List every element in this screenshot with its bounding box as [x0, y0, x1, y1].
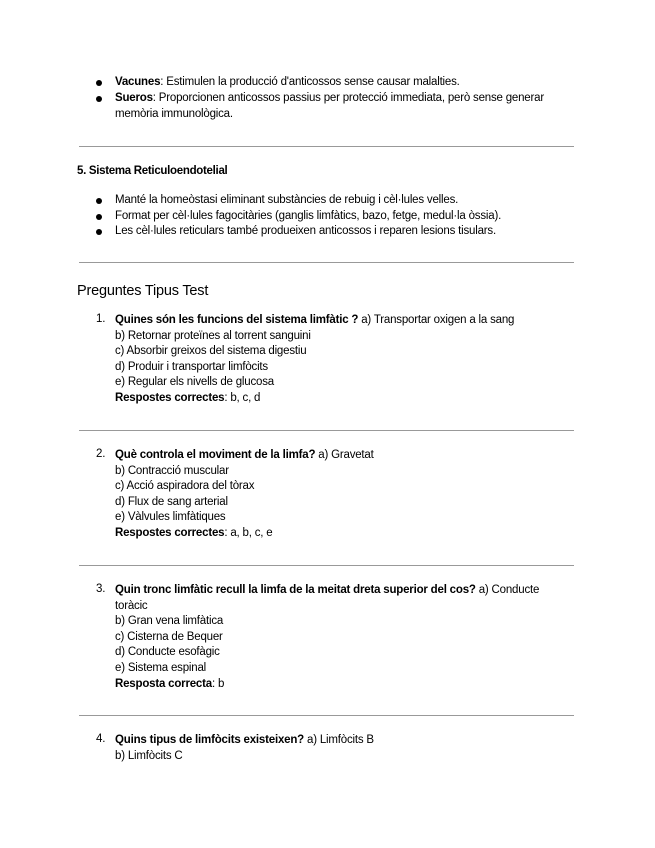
- option: e) Sistema espinal: [115, 662, 206, 674]
- option-a: a) Gravetat: [318, 449, 374, 461]
- answer-value: : b: [211, 677, 225, 690]
- bullet-dot: [96, 198, 102, 204]
- list-item-text: Manté la homeòstasi eliminant substàncies de rebuig i cèl·lules velles.: [115, 194, 459, 206]
- option: d) Conducte esofàgic: [115, 646, 220, 659]
- answer-label: Resposta correcta: [115, 677, 212, 690]
- option-a: a) Limfòcits B: [307, 734, 374, 746]
- bullet-term: Vacunes: [115, 76, 161, 88]
- section-title: 5. Sistema Reticuloendotelial: [77, 165, 228, 177]
- question-number: 3.: [96, 583, 106, 595]
- option: b) Retornar proteïnes al torrent sanguini: [115, 329, 311, 342]
- divider: [79, 262, 574, 263]
- bullet-desc: Estimulen la producció d'anticossos sense causar malalties.: [166, 76, 460, 88]
- question-text: Què controla el moviment de la limfa?: [115, 449, 316, 461]
- option: c) Cisterna de Bequer: [115, 630, 223, 643]
- answer: [115, 677, 575, 693]
- question-number: 2.: [96, 448, 106, 460]
- question-text: Quin tronc limfàtic recull la limfa de la meitat dreta superior del cos?: [115, 584, 476, 596]
- question-number: 4.: [96, 733, 106, 745]
- list-item-text: Format per cèl·lules fagocitàries (ganglis limfàtics, bazo, fetge, medul·la òssia).: [115, 209, 502, 222]
- option: d) Produir i transportar limfòcits: [115, 360, 268, 373]
- divider: [79, 430, 574, 431]
- divider: [79, 565, 574, 566]
- option-a-cont: toràcic: [115, 599, 148, 612]
- option: b) Contracció muscular: [115, 464, 229, 477]
- bullet-dot: [96, 96, 102, 102]
- list-item-text: Les cèl·lules reticulars també produeixen anticossos i reparen lesions tisulars.: [115, 225, 496, 238]
- question-text: Quins tipus de limfòcits existeixen?: [115, 734, 304, 746]
- option: c) Absorbir greixos del sistema digestiu: [115, 345, 307, 358]
- answer-label: Respostes correctes: [115, 527, 225, 539]
- bullet-dot: [96, 229, 102, 235]
- answer-label: Respostes correctes: [115, 392, 225, 404]
- bullet-desc-cont: memòria immunològica.: [115, 107, 233, 120]
- answer-value: : a, b, c, e: [224, 527, 273, 539]
- divider: [79, 715, 574, 716]
- bullet-dot: [96, 214, 102, 220]
- option: c) Acció aspiradora del tòrax: [115, 480, 255, 493]
- quiz-heading: Preguntes Tipus Test: [77, 283, 209, 299]
- question-number: 1.: [96, 313, 106, 325]
- option-a: a) Transportar oxigen a la sang: [361, 314, 515, 326]
- document-page: Vacunes: Estimulen la producció d'anticossos sense causar malalties. Sueros: Proporcionen anticossos passius per protecció immediata, però sense generar memòria immunològica. 5. Sistema Reticuloendotelial Manté la homeòstasi eliminant substàncies de rebuig i cèl·lules velles. Format per cèl·lules fagocitàries (ganglis limfàtics, bazo, fetge, medul·la òssia). Les cèl·lules reticulars també produeixen anticossos i reparen lesions tisulars. Preguntes Tipus Test 1. Quines són les funcions del sistema limfàtic ? a) Transportar oxigen a la sang b) Retornar proteïnes al torrent sanguini c) Absorbir greixos del sistema digestiu d) Produir i transportar limfòcits e) Regular els nivells de glucosa Respostes correctes: b, c, d 2. Què controla el moviment de la limfa? a) Gravetat b) Contracció muscular c) Acció aspiradora del tòrax d) Flux de sang arterial e) Vàlvules limfàtiques Respostes correctes: a, b, c, e 3. Quin tronc limfàtic recull la limfa de la meitat dreta superior del cos? a) Conducte toràcic b) Gran vena limfàtica c) Cisterna de Bequer d) Conducte esofàgic e) Sistema espinal Resposta correcta: b 4. Quins tipus de limfòcits existeixen? a) Limfòcits B b) Limfòcits C: [0, 0, 655, 848]
- option: d) Flux de sang arterial: [115, 495, 228, 508]
- bullet-desc: Proporcionen anticossos passius per protecció immediata, però sense generar: [158, 92, 544, 104]
- answer-value: : b, c, d: [224, 392, 261, 404]
- option: e) Vàlvules limfàtiques: [115, 511, 226, 524]
- option: b) Limfòcits C: [115, 749, 183, 762]
- question-text: Quines són les funcions del sistema limfàtic ?: [115, 314, 359, 326]
- option: e) Regular els nivells de glucosa: [115, 376, 274, 389]
- option-a: a) Conducte: [478, 584, 540, 596]
- option: b) Gran vena limfàtica: [115, 615, 224, 628]
- answer: [115, 526, 575, 542]
- bullet-term: Sueros: [115, 92, 153, 104]
- bullet-dot: [96, 80, 102, 86]
- divider: [79, 146, 574, 147]
- answer: [115, 391, 575, 407]
